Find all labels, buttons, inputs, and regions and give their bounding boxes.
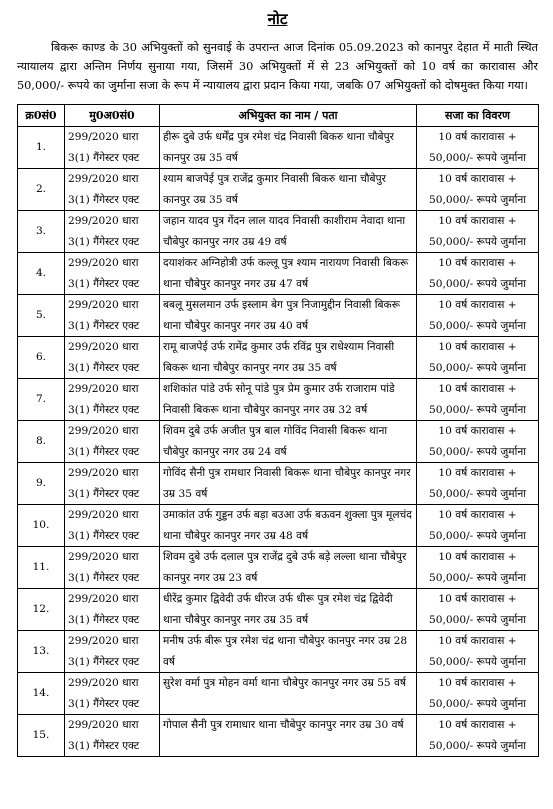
sentence-cell: 10 वर्ष कारावास + 50,000/- रूपये जुर्माना [417,169,539,211]
table-row [18,169,539,211]
accused-name-cell: बबलू मुसलमान उर्फ इस्लाम बेग पुत्र निजामुद्दीन निवासी बिकरू थाना चौबेपुर कानपुर नगर उम्र 40 वर्ष [160,295,417,337]
accused-name-cell: उमाकांत उर्फ गुड्डन उर्फ बड़ा बउआ उर्फ बऊवन शुक्ला पुत्र मूलचंद थाना चौबेपुर कानपुर नगर उम्र 48 वर्ष [160,505,417,547]
serial-cell: 10. [18,505,65,547]
case-number-cell: 299/2020 धारा 3(1) गैंगेस्टर एक्ट [65,715,160,757]
serial-cell: 7. [18,379,65,421]
case-number-cell: 299/2020 धारा 3(1) गैंगेस्टर एक्ट [65,421,160,463]
table-row [18,463,539,505]
accused-name-cell: शिवम दुबे उर्फ दलाल पुत्र राजेंद्र दुबे उर्फ बड़े लल्ला थाना चौबेपुर कानपुर नगर उम्र 23 वर्ष [160,547,417,589]
accused-name-cell: धीरेंद्र कुमार द्विवेदी उर्फ धीरज उर्फ धीरू पुत्र रमेश चंद्र द्विवेदी थाना चौबेपुर कानपुर नगर उम्र 35 वर्ष [160,589,417,631]
table-header-row [18,105,539,127]
serial-cell: 8. [18,421,65,463]
case-number-cell: 299/2020 धारा 3(1) गैंगेस्टर एक्ट [65,463,160,505]
header-accused-name: अभियुक्त का नाम / पता [160,105,417,127]
table-row [18,295,539,337]
accused-name-cell: दयाशंकर अग्निहोत्री उर्फ कल्लू पुत्र श्याम नारायण निवासी बिकरू थाना चौबेपुर कानपुर नगर उम्र 47 वर्ष [160,253,417,295]
accused-name-cell: श्याम बाजपेई पुत्र राजेंद्र कुमार निवासी बिकरु थाना चौबेपुर कानपुर उम्र 35 वर्ष [160,169,417,211]
table-row [18,211,539,253]
serial-cell: 11. [18,547,65,589]
table-row [18,715,539,757]
sentence-cell: 10 वर्ष कारावास + 50,000/- रूपये जुर्माना [417,127,539,169]
case-number-cell: 299/2020 धारा 3(1) गैंगेस्टर एक्ट [65,589,160,631]
accused-name-cell: शिवम दुबे उर्फ अजीत पुत्र बाल गोविंद निवासी बिकरू थाना चौबेपुर कानपुर नगर उम्र 24 वर्ष [160,421,417,463]
serial-cell: 5. [18,295,65,337]
sentence-cell: 10 वर्ष कारावास + 50,000/- रूपये जुर्माना [417,463,539,505]
table-row [18,127,539,169]
table-row [18,379,539,421]
accused-name-cell: गोपाल सैनी पुत्र रामाधार थाना चौबेपुर कानपुर नगर उम्र 30 वर्ष [160,715,417,757]
table-row [18,253,539,295]
accused-name-cell: हीरू दुबे उर्फ धर्मेंद्र पुत्र रमेश चंद्र निवासी बिकरु थाना चौबेपुर कानपुर उम्र 35 वर्ष [160,127,417,169]
page-title: नोट [267,10,288,28]
serial-cell: 1. [18,127,65,169]
sentence-cell: 10 वर्ष कारावास + 50,000/- रूपये जुर्माना [417,715,539,757]
case-number-cell: 299/2020 धारा 3(1) गैंगेस्टर एक्ट [65,295,160,337]
serial-cell: 4. [18,253,65,295]
table-body [18,127,539,757]
accused-name-cell: शशिकांत पांडे उर्फ सोनू पांडे पुत्र प्रेम कुमार उर्फ राजाराम पांडे निवासी बिकरू थाना चौबेपुर कानपुर नगर उम्र 32 वर्ष [160,379,417,421]
accused-name-cell: मनीष उर्फ बीरू पुत्र रमेश चंद्र थाना चौबेपुर कानपुर नगर उम्र 28 वर्ष [160,631,417,673]
serial-cell: 12. [18,589,65,631]
sentence-cell: 10 वर्ष कारावास + 50,000/- रूपये जुर्माना [417,631,539,673]
serial-cell: 9. [18,463,65,505]
table-row [18,589,539,631]
case-number-cell: 299/2020 धारा 3(1) गैंगेस्टर एक्ट [65,127,160,169]
table-row [18,505,539,547]
serial-cell: 3. [18,211,65,253]
sentence-cell: 10 वर्ष कारावास + 50,000/- रूपये जुर्माना [417,589,539,631]
case-number-cell: 299/2020 धारा 3(1) गैंगेस्टर एक्ट [65,337,160,379]
table-row [18,631,539,673]
sentence-cell: 10 वर्ष कारावास + 50,000/- रूपये जुर्माना [417,547,539,589]
accused-name-cell: रामू बाजपेई उर्फ रामेंद्र कुमार उर्फ रविंद्र पुत्र राधेश्याम निवासी बिकरू थाना चौबेपुर कानपुर नगर उम्र 35 वर्ष [160,337,417,379]
sentence-cell: 10 वर्ष कारावास + 50,000/- रूपये जुर्माना [417,505,539,547]
table-row [18,673,539,715]
sentence-cell: 10 वर्ष कारावास + 50,000/- रूपये जुर्माना [417,673,539,715]
convicts-table [17,104,539,757]
sentence-cell: 10 वर्ष कारावास + 50,000/- रूपये जुर्माना [417,295,539,337]
table-row [18,421,539,463]
serial-cell: 15. [18,715,65,757]
serial-cell: 2. [18,169,65,211]
serial-cell: 13. [18,631,65,673]
header-sentence: सजा का विवरण [417,105,539,127]
accused-name-cell: गोविंद सैनी पुत्र रामधार निवासी बिकरू थाना चौबेपुर कानपुर नगर उम्र 35 वर्ष [160,463,417,505]
accused-name-cell: सुरेश वर्मा पुत्र मोहन वर्मा थाना चौबेपुर कानपुर नगर उम्र 55 वर्ष [160,673,417,715]
case-number-cell: 299/2020 धारा 3(1) गैंगेस्टर एक्ट [65,505,160,547]
header-serial: क्र0सं0 [18,105,65,127]
case-number-cell: 299/2020 धारा 3(1) गैंगेस्टर एक्ट [65,169,160,211]
case-number-cell: 299/2020 धारा 3(1) गैंगेस्टर एक्ट [65,673,160,715]
serial-cell: 14. [18,673,65,715]
sentence-cell: 10 वर्ष कारावास + 50,000/- रूपये जुर्माना [417,337,539,379]
case-number-cell: 299/2020 धारा 3(1) गैंगेस्टर एक्ट [65,379,160,421]
table-row [18,547,539,589]
case-number-cell: 299/2020 धारा 3(1) गैंगेस्टर एक्ट [65,253,160,295]
intro-paragraph: बिकरू काण्ड के 30 अभियुक्तों को सुनवाई के उपरान्त आज दिनांक 05.09.2023 को कानपुर देहात में माती स्थित न्यायालय द्वारा अन्तिम निर्णय सुनाया गया, जिसमें 30 अभियुक्तों में से 23 अभियुक्तों को 10 वर्ष का कारावास और 50,000/- रूपये का जुर्माना सजा के रूप में न्यायालय द्वारा प्रदान किया गया, जबकि 07 अभियुक्तों को दोषमुक्त किया गया। [17,41,538,92]
serial-cell: 6. [18,337,65,379]
sentence-cell: 10 वर्ष कारावास + 50,000/- रूपये जुर्माना [417,253,539,295]
header-case-number: मु0अ0सं0 [65,105,160,127]
accused-name-cell: जहान यादव पुत्र गेंदन लाल यादव निवासी काशीराम नेवादा थाना चौबेपुर कानपुर नगर उम्र 49 वर्ष [160,211,417,253]
sentence-cell: 10 वर्ष कारावास + 50,000/- रूपये जुर्माना [417,211,539,253]
table-row [18,337,539,379]
sentence-cell: 10 वर्ष कारावास + 50,000/- रूपये जुर्माना [417,379,539,421]
case-number-cell: 299/2020 धारा 3(1) गैंगेस्टर एक्ट [65,211,160,253]
case-number-cell: 299/2020 धारा 3(1) गैंगेस्टर एक्ट [65,547,160,589]
sentence-cell: 10 वर्ष कारावास + 50,000/- रूपये जुर्माना [417,421,539,463]
case-number-cell: 299/2020 धारा 3(1) गैंगेस्टर एक्ट [65,631,160,673]
